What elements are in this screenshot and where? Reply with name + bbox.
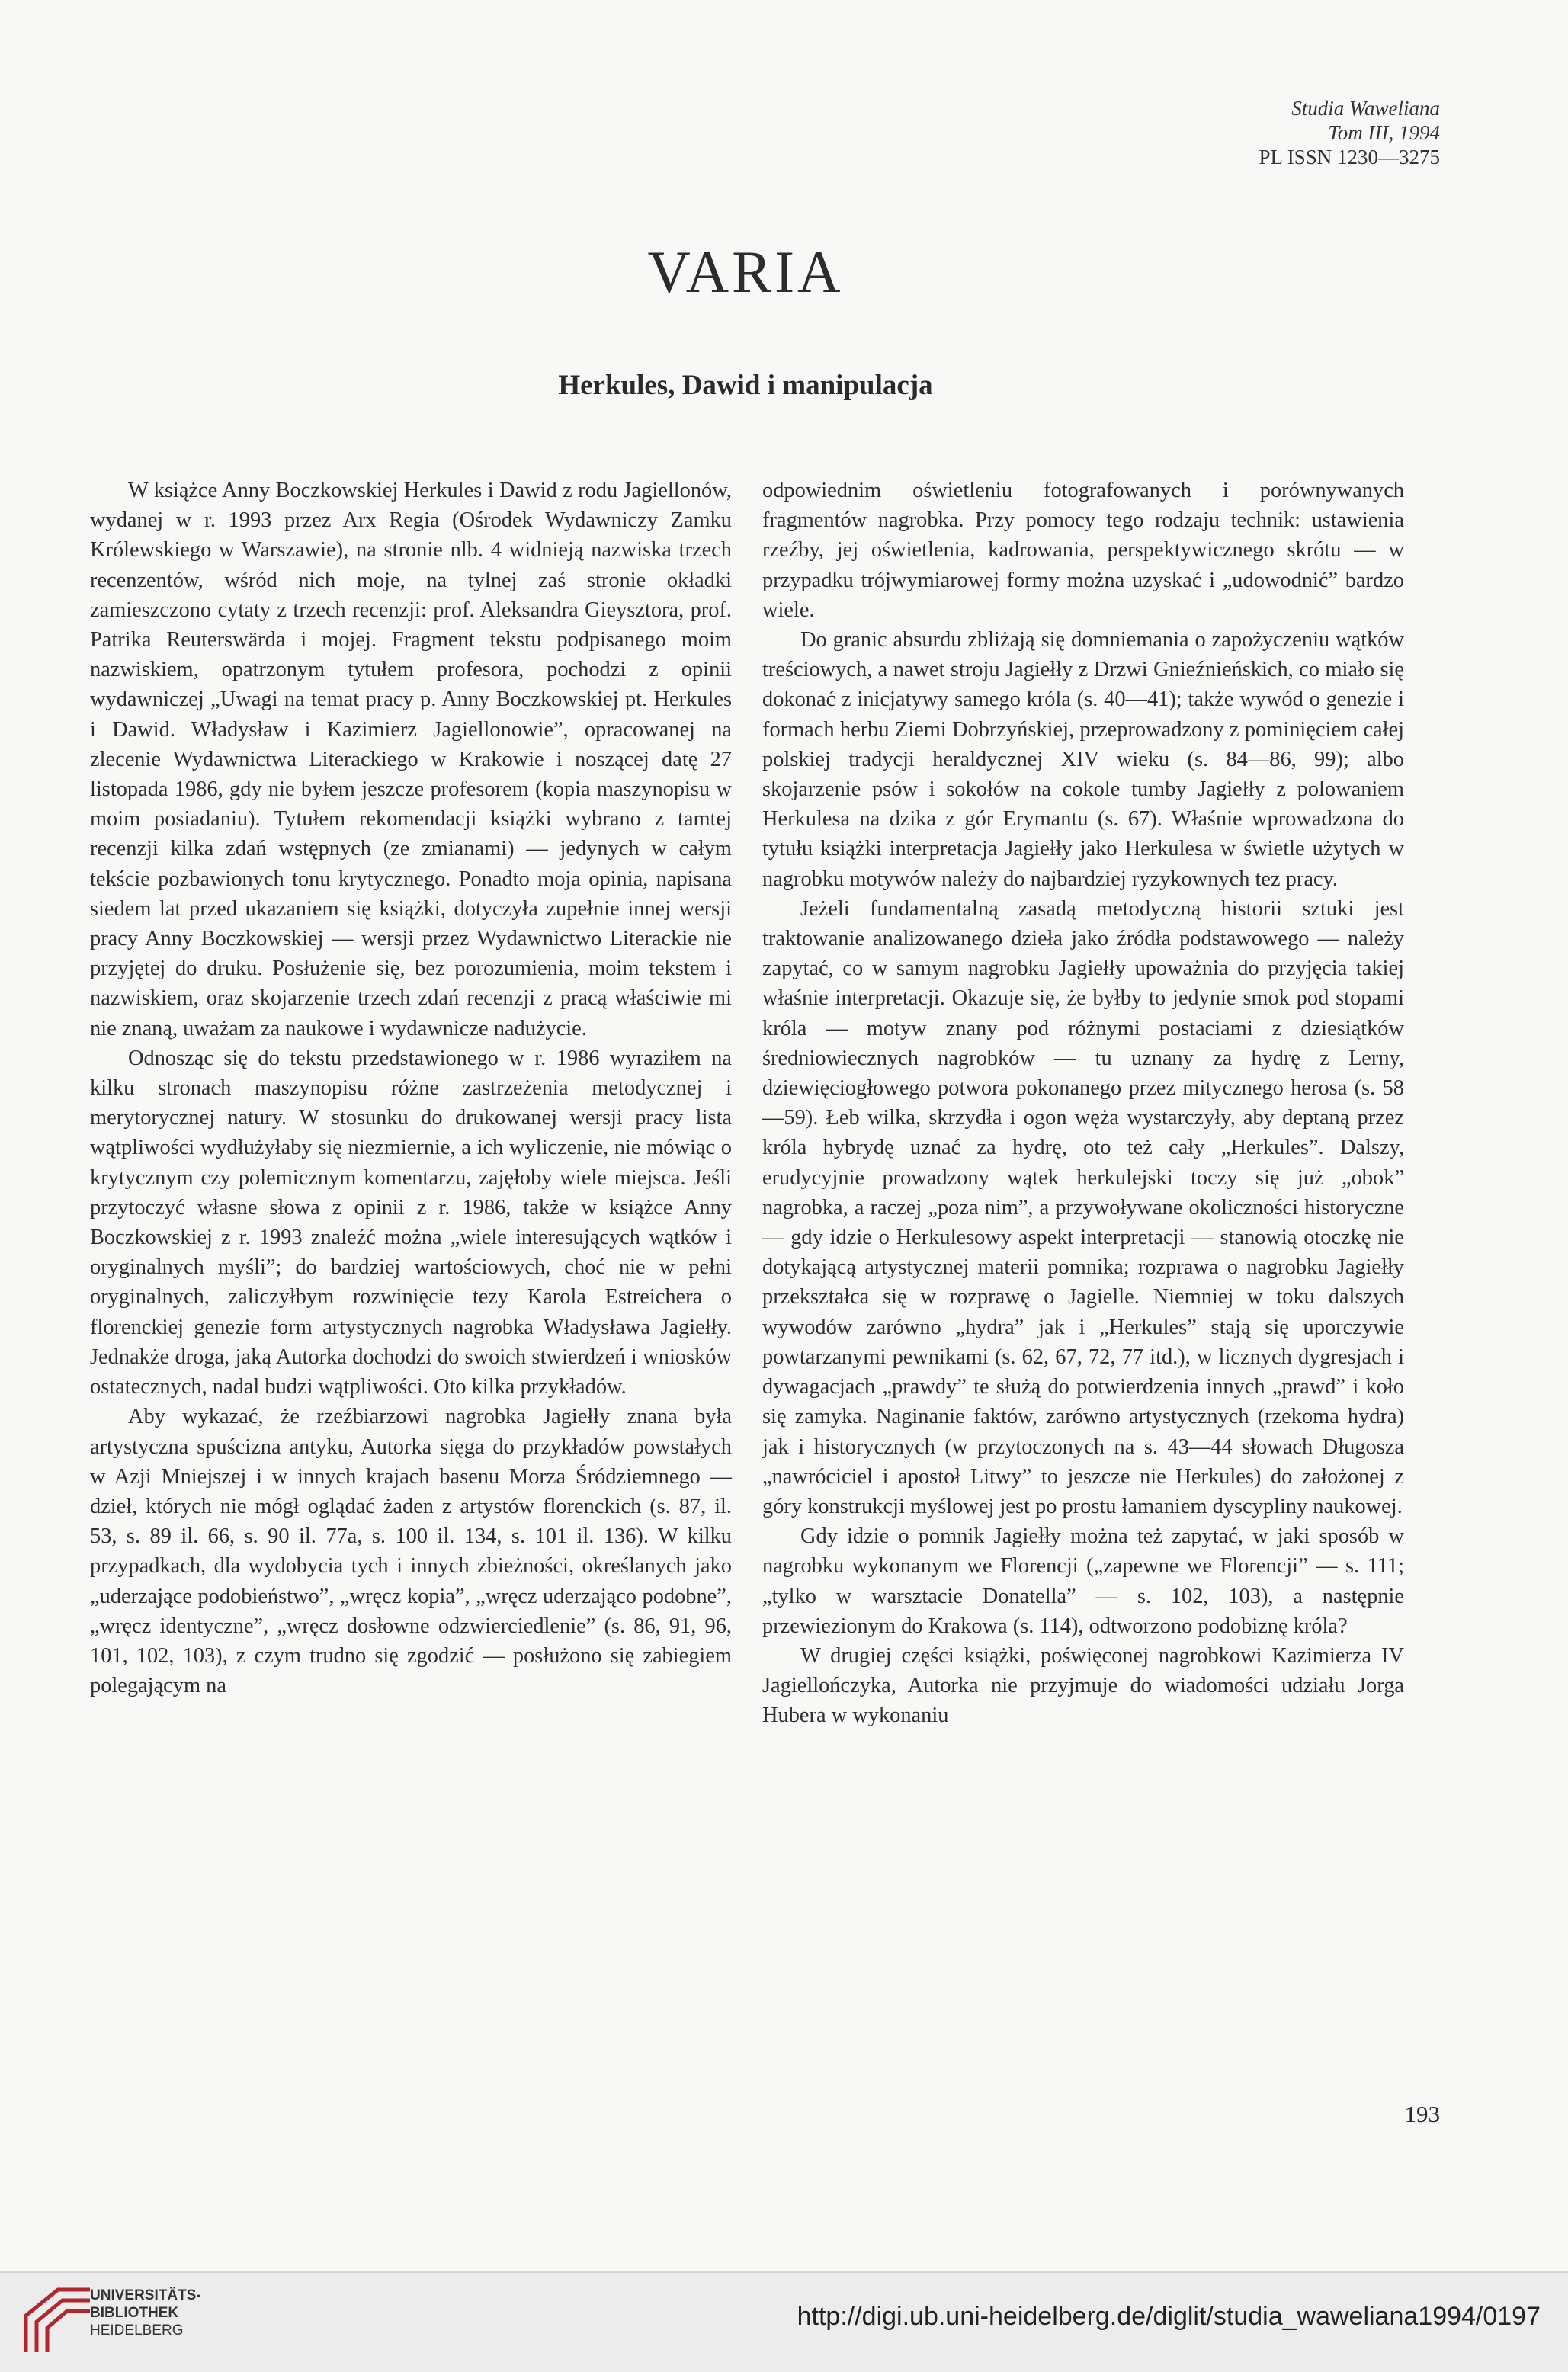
journal-header <box>1259 96 1440 169</box>
paragraph: Do granic absurdu zbliżają się domniemania o zapożyczeniu wątków treściowych, a nawet stroju Jagiełły z Drzwi Gnieźnieńskich, co miało się dokonać z inicjatywy samego króla (s. 40—41); także wywód o genezie i formach herbu Ziemi Dobrzyńskiej, przeprowadzony z pominięciem całej polskiej tradycji heraldycznej XIV wieku (s. 84—86, 99); albo skojarzenie psów i sokołów na cokole tumby Jagiełły z polowaniem Herkulesa na dzika z gór Erymantu (s. 67). Właśnie wprowadzona do tytułu książki interpretacja Jagiełły jako Herkulesa w świetle użytych w nagrobku motywów należy do najbardziej ryzykownych tez pracy. <box>762 628 1404 891</box>
paragraph: Gdy idzie o pomnik Jagiełły można też zapytać, w jaki sposób w nagrobku wykonanym we Florencji („zapewne we Florencji” — s. 111; „tylko w warsztacie Donatella” — s. 102, 103), a następnie przewiezionym do Krakowa (s. 114), odtworzono podobiznę króla? <box>762 1524 1404 1638</box>
paragraph: W drugiej części książki, poświęconej nagrobkowi Kazimierza IV Jagiellończyka, Autorka nie przyjmuje do wiadomości udziału Jorga Hubera w wykonaniu <box>762 1643 1404 1728</box>
article-title: Herkules, Dawid i manipulacja <box>558 370 933 401</box>
paragraph: Odnosząc się do tekstu przedstawionego w r. 1986 wyraziłem na kilku stronach maszynopisu różne zastrzeżenia metodycznej i merytorycznej natury. W stosunku do drukowanej wersji pracy lista wątpliwości wydłużyłaby się niezmiernie, a ich wyliczenie, nie mówiąc o krytycznym czy polemicznym komentarzu, zajęłoby wiele miejsca. Jeśli przytoczyć własne słowa z opinii z r. 1986, także w książce Anny Boczkowskiej z r. 1993 znaleźć można „wiele interesujących wątków i oryginalnych myśli”; do bardziej wartościowych, choć nie w pełni oryginalnych, zaliczyłbym rozwinięcie tezy Karola Estreichera o florenckiej genezie form artystycznych nagrobka Władysława Jagiełły. Jednakże droga, jaką Autorka dochodzi do swoich stwierdzeń i wniosków ostatecznych, nadal budzi wątpliwości. Oto kilka przykładów. <box>90 1046 732 1399</box>
footer-divider <box>0 2271 1568 2273</box>
paragraph: W książce Anny Boczkowskiej Herkules i Dawid z rodu Jagiellonów, wydanej w r. 1993 przez Arx Regia (Ośrodek Wydawniczy Zamku Królewskiego w Warszawie), na stronie nlb. 4 widnieją nazwiska trzech recenzentów, wśród nich moje, na tylnej zaś stronie okładki zamieszczono cytaty z trzech recenzji: prof. Aleksandra Gieysztora, prof. Patrika Reuterswärda i mojej. Fragment tekstu podpisanego moim nazwiskiem, opatrzonym tytułem profesora, pochodzi z opinii wydawniczej „Uwagi na temat pracy p. Anny Boczkowskiej pt. Herkules i Dawid. Władysław i Kazimierz Jagiellonowie”, opracowanej na zlecenie Wydawnictwa Literackiego w Krakowie i noszącej datę 27 listopada 1986, gdy nie byłem jeszcze profesorem (kopia maszynopisu w moim posiadaniu). Tytułem rekomendacji książki wybrano z tamtej recenzji kilka zdań wstępnych (ze zmianami) — jedynych w całym tekście pozbawionych tonu krytycznego. Ponadto moja opinia, napisana siedem lat przed ukazaniem się książki, dotyczyła zupełnie innej wersji pracy Anny Boczkowskiej — wersji przez Wydawnictwo Literackie nie przyjętej do druku. Posłużenie się, bez porozumienia, moim tekstem i nazwiskiem, oraz skojarzenie trzech zdań recenzji z pracą właściwie mi nie znaną, uważam za naukowe i wydawnicze nadużycie. <box>90 479 732 1040</box>
library-line: UNIVERSITÄTS- <box>90 2287 201 2303</box>
section-title: VARIA <box>647 239 844 305</box>
journal-name: Studia Waweliana <box>1291 97 1440 120</box>
paragraph: Jeżeli fundamentalną zasadą metodyczną historii sztuki jest traktowanie analizowanego dzieła jako źródła podstawowego — należy zapytać, co w samym nagrobku Jagiełły upoważnia do przyjęcia takiej właśnie interpretacji. Okazuje się, że byłby to jedynie smok pod stopami króla — motyw znany pod różnymi postaciami z dziesiątków średniowiecznych nagrobków — tu uznany za hydrę z Lerny, dziewięciogłowego potwora pokonanego przez mitycznego herosa (s. 58—59). Łeb wilka, skrzydła i ogon węża wystarczyły, aby deptaną przez króla hybrydę uznać za hydrę, oto też cały „Herkules”. Dalszy, erudycyjnie prowadzony wątek herkulejski toczy się już „obok” nagrobka, a raczej „poza nim”, a przywoływane okoliczności historyczne — gdy idzie o Herkulesowy aspekt interpretacji — stanowią otoczkę nie dotykającą artystycznej materii pomnika; rozprawa o nagrobku Jagiełły przekształca się w rozprawę o Jagielle. Niemniej w toku dalszych wywodów zarówno „hydra” jak i „Herkules” stają się uporczywie powtarzanymi pewnikami (s. 62, 67, 72, 77 itd.), w licznych dygresjach i dywagacjach „prawdy” te służą do potwierdzenia innych „prawd” i koło się zamyka. Naginanie faktów, zarówno artystycznych (rzekoma hydra) jak i historycznych (w przytoczonych na s. 43—44 słowach Długosza „nawróciciel i apostoł Litwy” to jeszcze nie Herkules) do założonej z góry konstrukcji myślowej jest po prostu łamaniem dyscypliny naukowej. <box>762 896 1404 1518</box>
journal-volume: Tom III, 1994 <box>1328 121 1440 144</box>
source-url-link[interactable]: http://digi.ub.uni-heidelberg.de/diglit/studia_waweliana1994/0197 <box>797 2302 1541 2331</box>
paragraph: odpowiednim oświetleniu fotografowanych i porównywanych fragmentów nagrobka. Przy pomocy tego rodzaju technik: ustawienia rzeźby, jej oświetlenia, kadrowania, perspektywicznego skrótu — w przypadku trójwymiarowej formy można uzyskać i „udowodnić” bardzo wiele. <box>762 479 1404 622</box>
journal-issn: PL ISSN 1230—3275 <box>1259 146 1440 168</box>
right-column <box>762 476 1404 1731</box>
library-name <box>90 2287 201 2339</box>
library-line: BIBLIOTHEK <box>90 2305 179 2321</box>
left-column <box>90 476 732 1700</box>
library-line: HEIDELBERG <box>90 2322 184 2338</box>
paragraph: Aby wykazać, że rzeźbiarzowi nagrobka Jagiełły znana była artystyczna spuścizna antyku, Autorka sięga do przykładów powstałych w Azji Mniejszej i w innych krajach basenu Morza Śródziemnego — dzieł, których nie mógł oglądać żaden z artystów florenckich (s. 87, il. 53, s. 89 il. 66, s. 90 il. 77a, s. 100 il. 134, s. 101 il. 136). W kilku przypadkach, dla wydobycia tych i innych zbieżności, określanych jako „uderzające podobieństwo”, „wręcz kopia”, „wręcz uderzająco podobne”, „wręcz identyczne”, „wręcz dosłowne odzwierciedlenie” (s. 86, 91, 96, 101, 102, 103), z czym trudno się zgodzić — posłużono się zabiegiem polegającym na <box>90 1405 732 1698</box>
page-number: 193 <box>1404 2101 1440 2127</box>
